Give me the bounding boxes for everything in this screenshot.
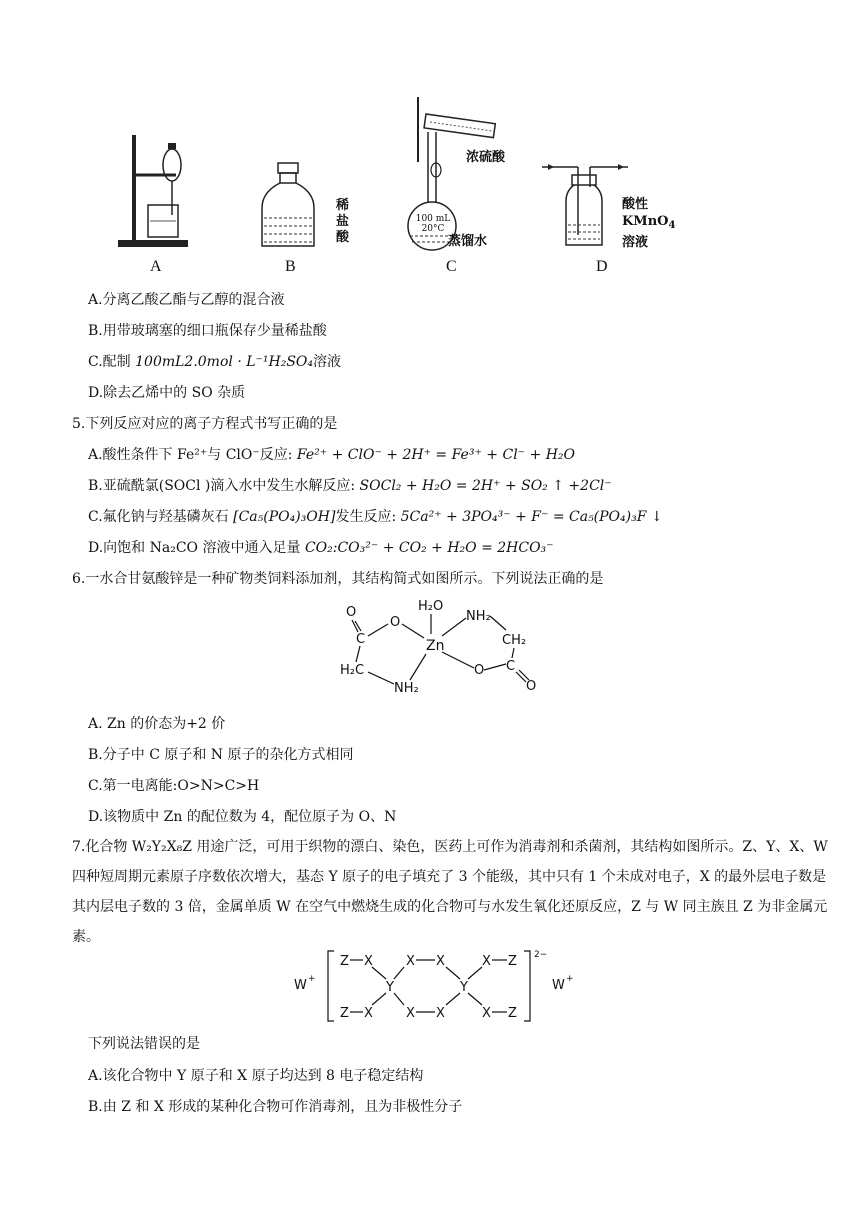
q5-stem: 5.下列反应对应的离子方程式书写正确的是 [72,416,338,432]
q5-option-c [88,507,663,527]
q4-option-a: A.分离乙酸乙酯与乙醇的混合液 [88,292,285,308]
struct-nh2-bottom: NH₂ [394,681,419,696]
figure-c-water: 蒸馏水 [448,234,488,249]
struct-o1: O [390,615,401,630]
struct7-w-right: W [552,978,565,993]
struct7-w-left: W [294,978,307,993]
struct-h2c: H₂C [340,663,365,678]
q6-option-b: B.分子中 C 原子和 N 原子的杂化方式相同 [88,747,354,763]
q5-option-c-text2: 发生反应: [335,509,401,525]
figure-d-label: D [596,258,608,275]
struct7-y2: Y [460,980,468,995]
q5-option-a [88,445,575,465]
struct-c-right: C [506,659,516,674]
struct7-x6: X [406,1006,415,1021]
q4-option-c-prefix: C.配制 [88,354,136,370]
struct7-x3: X [436,954,445,969]
q5-option-b-eq: SOCl₂ + H₂O = 2H⁺ + SO₂ ↑ +2Cl⁻ [359,478,612,494]
struct7-x7: X [436,1006,445,1021]
q4-option-c-suffix: 溶液 [313,354,342,370]
struct-o-top: O [346,605,357,620]
figure-d-text2: KMnO [622,214,669,229]
struct7-x1: X [364,954,373,969]
q5-option-d-text: D.向饱和 Na₂CO 溶液中通入足量 [88,540,305,556]
q7-anion-structure [290,945,590,1025]
struct-c-left: C [356,632,366,647]
q6-option-a: A. Zn 的价态为+2 价 [88,716,226,732]
struct7-x2: X [406,954,415,969]
q5-option-a-eq: Fe²⁺ + ClO⁻ + 2H⁺ = Fe³⁺ + Cl⁻ + H₂O [296,447,575,463]
struct7-z4: Z [508,1006,517,1021]
q4-option-c [88,352,341,372]
q5-option-a-text: A.酸性条件下 Fe²⁺与 ClO⁻反应: [88,447,297,463]
struct7-plus-right: + [566,974,574,984]
struct7-z2: Z [508,954,517,969]
struct-o2: O [474,663,485,678]
struct-h2o: H₂O [418,599,444,614]
q6-stem: 6.一水合甘氨酸锌是一种矿物类饲料添加剂，其结构简式如图所示。下列说法正确的是 [72,571,604,587]
figure-c-flask-temp: 20°C [421,224,445,234]
struct7-x5: X [364,1006,373,1021]
struct7-z1: Z [340,954,349,969]
q5-option-c-text: C.氟化钠与羟基磷灰石 [88,509,234,525]
figure-b-text: 稀盐酸 [336,198,350,245]
q5-option-d-eq: CO₂:CO₃²⁻ + CO₂ + H₂O = 2HCO₃⁻ [304,540,554,556]
q5-option-c-eq: 5Ca²⁺ + 3PO₄³⁻ + F⁻ = Ca₅(PO₄)₃F ↓ [400,509,663,525]
q4-option-b: B.用带玻璃塞的细口瓶保存少量稀盐酸 [88,323,327,339]
struct-zn: Zn [426,638,445,654]
struct7-x4: X [482,954,491,969]
struct-nh2-top: NH₂ [466,609,491,624]
figure-d-text1: 酸性 [622,197,649,212]
struct7-y1: Y [386,980,394,995]
figure-c-flask-vol: 100 mL [415,214,451,224]
figure-c-label: C [446,258,457,275]
q5-option-d [88,538,554,558]
q6-option-c: C.第一电离能:O>N>C>H [88,778,260,794]
q4-option-d: D.除去乙烯中的 SO 杂质 [88,385,246,401]
q6-option-d: D.该物质中 Zn 的配位数为 4，配位原子为 O、N [88,809,397,825]
figure-b-label: B [285,258,296,275]
struct-ch2-right: CH₂ [502,633,527,648]
q4-option-c-math: 100mL2.0mol · L⁻¹H₂SO₄ [135,354,314,370]
q7-stem: 7.化合物 W₂Y₂X₈Z 用途广泛，可用于织物的漂白、染色，医药上可作为消毒剂和杀菌剂，其结构如图所示。Z、Y、X、W 四种短周期元素原子序数依次增大，基态 Y 原子的电子填充了 3 个能级，其中只有 1 个未成对电子，X 的最外层电子数是其内层电子数的 3 倍，金属单质 W 在空气中燃烧生成的化合物可与水发生氧化还原反应，Z 与 W 同主族且 Z 为非金属元素。 [72,839,828,945]
q7-option-b: B.由 Z 和 X 形成的某种化合物可作消毒剂，且为非极性分子 [88,1099,463,1115]
figure-c-acid: 浓硫酸 [466,150,506,165]
figure-a-separatory-funnel [110,125,200,250]
q5-option-c-formula: [Ca₅(PO₄)₃OH] [233,509,336,525]
q5-option-b-text: B.亚硫酰氯(SOCl )滴入水中发生水解反应: [88,478,360,494]
figure-d-text [622,196,675,251]
q7-prompt: 下列说法错误的是 [88,1036,200,1052]
figure-d-text3: 溶液 [622,235,649,250]
q5-option-b [88,476,612,496]
figure-d-text2-row [622,213,675,234]
struct7-charge: 2− [534,950,548,960]
figure-b-reagent-bottle [258,160,318,252]
q6-glycine-zinc-structure [330,592,550,704]
struct7-plus-left: + [308,974,316,984]
struct-o-bottom: O [526,679,537,694]
figure-d-text2-sub: 4 [668,220,676,231]
figure-a-label: A [150,258,162,275]
q7-option-a: A.该化合物中 Y 原子和 X 原子均达到 8 电子稳定结构 [88,1068,424,1084]
figure-d-gas-washing-bottle [540,155,630,250]
struct7-z3: Z [340,1006,349,1021]
struct7-x8: X [482,1006,491,1021]
